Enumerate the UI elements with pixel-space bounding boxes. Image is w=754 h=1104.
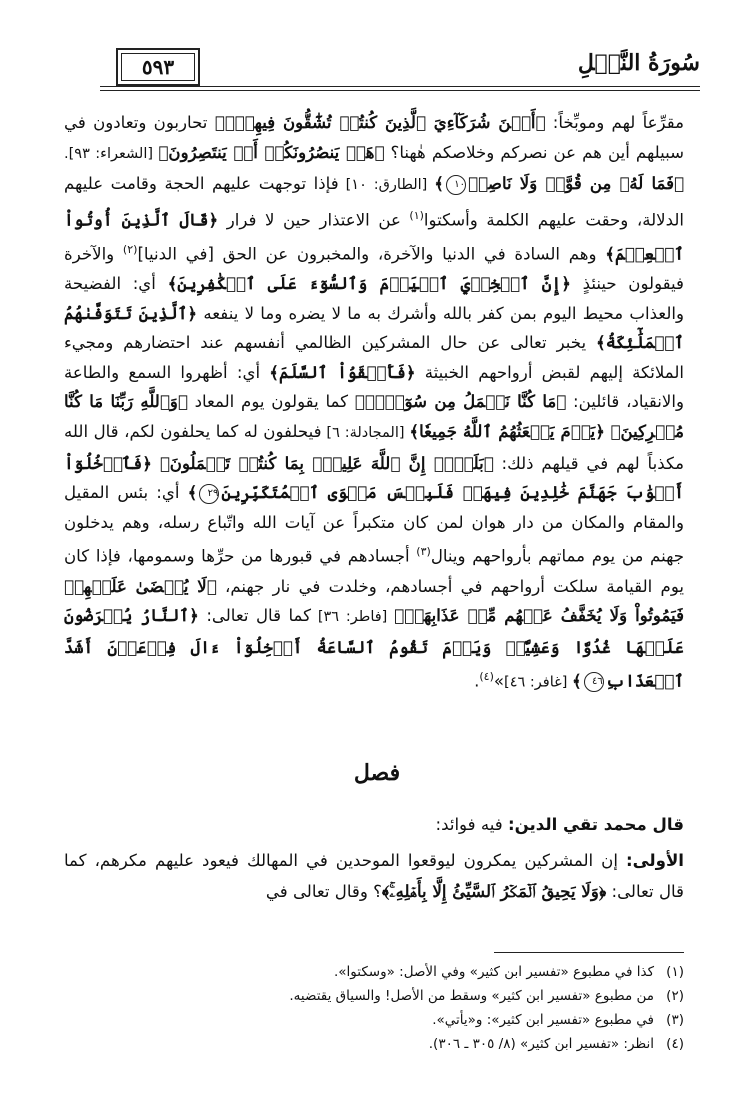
quran-verse: ﴿فَمَا لَهُۥ مِن قُوَّةٖ وَلَا نَاصِرٖ xyxy=(468,173,684,194)
verse-reference: [غافر: ٤٦] xyxy=(504,674,572,691)
text: أي: بئس المقيل والمقام والمكان من دار هوان لمن كان متكبراً عن آيات الله واتّباع رسله، وهم يدخلون جهنم من يوم مماتهم بأرواحهم وينال xyxy=(64,483,684,566)
text: . xyxy=(474,671,480,691)
verse-reference: [فاطر: ٣٦] xyxy=(311,609,395,626)
quran-verse: ﴿فَأَلۡقَوُاْ ٱلسَّلَمَ﴾ xyxy=(269,361,416,382)
author-label: قال محمد تقي الدين: xyxy=(507,815,684,834)
quran-verse: ﴿قَالَ ٱلَّذِينَ أُوتُواْ ٱلۡعِلۡمَ﴾ xyxy=(64,209,684,264)
footnote-marker[interactable]: (٣) xyxy=(416,545,431,559)
quran-verse: ﴿بَلَىٰٓۚ إِنَّ ٱللَّهَ عَلِيمُۢ بِمَا كُنتُمۡ تَعۡمَلُونَ﴾ xyxy=(159,452,494,473)
ayah-number-marker: ٢٩ xyxy=(199,484,219,504)
quran-bracket: ﴾ xyxy=(187,482,198,503)
footnote-text: انظر: «تفسير ابن كثير» (٨/ ٣٠٥ ـ ٣٠٦). xyxy=(428,1036,654,1052)
text: أي: الفضيحة والعذاب محيط اليوم بمن كفر بالله وأشرك به ما لا يضره وما لا ينفعه xyxy=(64,274,684,323)
footnote-marker[interactable]: (٤) xyxy=(479,670,494,684)
footnote-number: (٢) xyxy=(666,988,684,1004)
footnote xyxy=(64,1032,684,1056)
page-header xyxy=(100,48,700,98)
text: يخبر تعالى عن حال المشركين الظالمي أنفسهم عند احتضارهم ومجيء الملائكة إليهم لقبض أرواحهم الخبيثة xyxy=(64,333,684,382)
quran-verse: ﴿مَا كُنَّا نَعۡمَلُ مِن سُوٓءِۭۚ﴾ xyxy=(354,391,567,412)
ayah-number-marker: ٤٦ xyxy=(584,672,604,692)
footnote xyxy=(64,960,684,984)
footnote-number: (٤) xyxy=(666,1036,684,1052)
footnote-marker[interactable]: (٢) xyxy=(122,242,138,256)
quran-verse: ﴿هَلۡ يَنصُرُونَكُمۡ أَوۡ يَنتَصِرُونَ﴾ xyxy=(158,141,385,162)
section-heading: فصل xyxy=(353,760,401,786)
quran-bracket: ﴾ xyxy=(572,670,582,691)
text: ؟ وقال تعالى في xyxy=(265,882,382,901)
footnote xyxy=(64,984,684,1008)
footnote xyxy=(64,1008,684,1032)
text: فيه فوائد: xyxy=(435,815,508,834)
text: » xyxy=(493,671,505,691)
text: أي: أظهروا السمع والطاعة والانقياد، قائلين: xyxy=(64,362,684,412)
footnote-marker[interactable]: (١) xyxy=(409,208,424,222)
text: كما قال تعالى: xyxy=(198,606,312,626)
text: فيحلفون له كما يحلفون لكم، قال الله مكذباً لهم في قيلهم ذلك: xyxy=(64,422,684,473)
footnote-text: في مطبوع «تفسير ابن كثير»: و«يأتي». xyxy=(432,1012,654,1028)
main-text xyxy=(64,108,684,698)
ayah-number-marker: ١٠ xyxy=(446,175,466,195)
quran-verse: ﴿ٱلنَّارُ يُعۡرَضُونَ عَلَيۡهَا غُدُوّٗا وَعَشِيّٗاۖ وَيَوۡمَ تَقُومُ ٱلسَّاعَةُ أَدۡخِلُوٓاْ ءَالَ فِرۡعَوۡنَ أَشَدَّ ٱلۡعَذَابِ xyxy=(64,605,684,691)
verse-reference: [الطارق: ١٠] xyxy=(338,177,435,194)
text: تحاربون وتعادون في سبيلهم أين هم عن نصركم وخلاصكم هٰهنا؟ xyxy=(64,113,684,162)
paragraph xyxy=(64,846,684,907)
quran-verse: ﴿لَا يُقۡضَىٰ عَلَيۡهِمۡ فَيَمُوتُواْ وَلَا يُخَفَّفُ عَنۡهُم مِّنۡ عَذَابِهَاۚ﴾ xyxy=(64,575,684,626)
text: والآخرة فيقولون حينئذٍ xyxy=(64,244,684,294)
footnote-text: من مطبوع «تفسير ابن كثير» وسقط من الأصل! والسياق يقتضيه. xyxy=(289,988,654,1004)
quran-verse: ﴿يَوۡمَ يَبۡعَثُهُمُ ٱللَّهُ جَمِيعٗا﴾ xyxy=(409,421,605,441)
quran-bracket: ﴾ xyxy=(434,173,444,194)
header-rule-thin xyxy=(100,90,700,91)
text: عن الاعتذار حين لا فرار xyxy=(218,210,410,230)
footnote-text: كذا في مطبوع «تفسير ابن كثير» وفي الأصل: «وسكتوا». xyxy=(334,964,654,980)
quran-verse: ﴿أَيۡنَ شُرَكَآءِيَ ٱلَّذِينَ كُنتُمۡ تُشَٰٓقُّونَ فِيهِمۡۚ﴾ xyxy=(214,112,546,132)
page-number: ٥٩٣ xyxy=(141,55,175,79)
footnotes xyxy=(64,960,684,1056)
surah-title: سُورَةُ النَّحۡلِ xyxy=(577,50,700,76)
header-rule xyxy=(100,86,700,87)
text: كما يقولون يوم المعاد xyxy=(187,392,355,412)
point-label: الأولى: xyxy=(625,851,684,870)
text: أجسادهم في قبورها من حرِّها وسمومها، فإذا كان يوم القيامة سلكت أرواحهم في أجسادهم، وخلدت في نار جهنم، xyxy=(64,546,685,596)
text: مقرِّعاً لهم وموبِّخاً: xyxy=(545,113,684,132)
page-number-box xyxy=(116,48,200,86)
quran-verse: ﴿وَلَا يَحِيقُ ٱلۡمَكۡرُ ٱلسَّيِّئُ إِلَّا بِأَهۡلِهِۦۚ﴾ xyxy=(381,881,607,901)
quran-verse: ﴿إِنَّ ٱلۡخِزۡيَ ٱلۡيَوۡمَ وَٱلسُّوٓءَ عَلَى ٱلۡكَٰفِرِينَ﴾ xyxy=(167,273,571,294)
paragraph xyxy=(64,108,684,698)
text: فإذا توجهت عليهم الحجة وقامت عليهم الدلالة، وحقت عليهم الكلمة وأسكتوا xyxy=(64,174,684,230)
paragraph xyxy=(64,810,684,840)
section-text xyxy=(64,810,684,913)
quran-verse: ﴿ٱلَّذِينَ تَتَوَفَّىٰهُمُ ٱلۡمَلَٰٓئِكَةُ﴾ xyxy=(64,302,684,353)
quran-verse: ﴿فَٱدۡخُلُوٓاْ أَبۡوَٰبَ جَهَنَّمَ خَٰلِدِينَ فِيهَاۖ فَلَبِئۡسَ مَثۡوَى ٱلۡمُتَكَبِّرِينَ xyxy=(64,452,685,503)
footnote-number: (١) xyxy=(666,964,684,980)
footnote-separator xyxy=(494,952,684,953)
text: وهم السادة في الدنيا والآخرة، والمخبرون عن الحق [في الدنيا] xyxy=(137,244,606,264)
footnote-number: (٣) xyxy=(666,1012,684,1028)
text xyxy=(152,454,160,473)
verse-reference: [الشعراء: ٩٣]. xyxy=(64,145,159,162)
text: إن المشركين يمكرون ليوقعوا الموحدين في المهالك فيعود عليهم مكرهم، كما قال تعالى: xyxy=(64,851,684,901)
verse-reference: [المجادلة: ٦] xyxy=(321,425,410,441)
quran-verse: ﴿وَٱللَّهِ رَبِّنَا مَا كُنَّا مُشۡرِكِينَ﴾ xyxy=(64,391,684,441)
